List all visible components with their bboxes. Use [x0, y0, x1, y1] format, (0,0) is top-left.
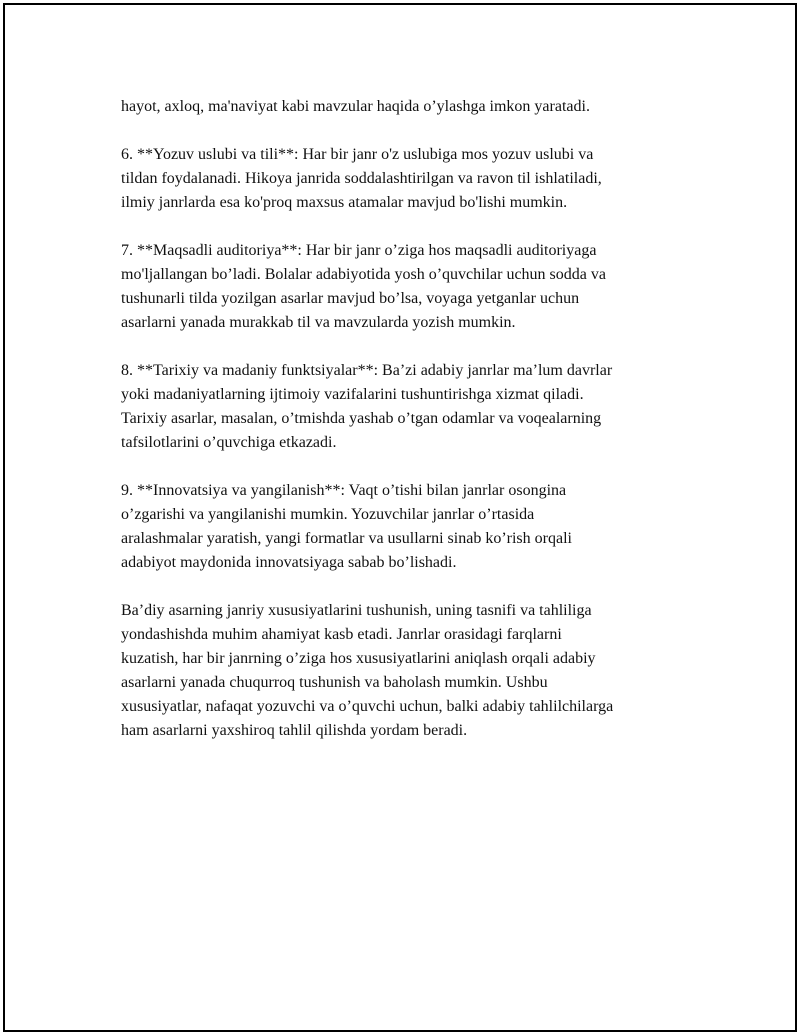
- text-line: aralashmalar yaratish, yangi formatlar va usullarni sinab ko’rish orqali: [121, 530, 572, 547]
- text-line: 8. **Tarixiy va madaniy funktsiyalar**: Ba’zi adabiy janrlar ma’lum davrlar: [121, 362, 613, 379]
- text-line: tafsilotlarini o’quvchiga etkazadi.: [121, 434, 337, 451]
- text-line: yondashishda muhim ahamiyat kasb etadi. Janrlar orasidagi farqlarni: [121, 626, 562, 643]
- text-line: 9. **Innovatsiya va yangilanish**: Vaqt o’tishi bilan janrlar osongina: [121, 482, 567, 499]
- text-line: o’zgarishi va yangilanishi mumkin. Yozuvchilar janrlar o’rtasida: [121, 506, 535, 523]
- document-page: [3, 3, 797, 1032]
- paragraph-continuation: [121, 95, 701, 119]
- text-line: yoki madaniyatlarning ijtimoiy vazifalarini tushuntirishga xizmat qiladi.: [121, 386, 584, 403]
- text-line: ham asarlarni yaxshiroq tahlil qilishda yordam beradi.: [121, 722, 468, 739]
- text-line: tildan foydalanadi. Hikoya janrida soddalashtirilgan va ravon til ishlatiladi,: [121, 170, 602, 187]
- paragraph-item-8: [121, 359, 701, 455]
- text-line: asarlarni yanada chuqurroq tushunish va baholash mumkin. Ushbu: [121, 674, 548, 691]
- text-line: kuzatish, har bir janrning o’ziga hos xususiyatlarini aniqlash orqali adabiy: [121, 650, 596, 667]
- text-line: Tarixiy asarlar, masalan, o’tmishda yashab o’tgan odamlar va voqealarning: [121, 410, 602, 427]
- document-body: [121, 95, 701, 767]
- paragraph-conclusion: [121, 599, 701, 743]
- paragraph-item-7: [121, 239, 701, 335]
- text-line: xususiyatlar, nafaqat yozuvchi va o’quvchi uchun, balki adabiy tahlilchilarga: [121, 698, 614, 715]
- text-line: hayot, axloq, ma'naviyat kabi mavzular haqida o’ylashga imkon yaratadi.: [121, 98, 590, 115]
- text-line: adabiyot maydonida innovatsiyaga sabab bo’lishadi.: [121, 554, 457, 571]
- text-line: ilmiy janrlarda esa ko'proq maxsus atamalar mavjud bo'lishi mumkin.: [121, 194, 568, 211]
- paragraph-item-9: [121, 479, 701, 575]
- text-line: tushunarli tilda yozilgan asarlar mavjud bo’lsa, voyaga yetganlar uchun: [121, 290, 580, 307]
- text-line: 7. **Maqsadli auditoriya**: Har bir janr o’ziga hos maqsadli auditoriyaga: [121, 242, 597, 259]
- text-line: asarlarni yanada murakkab til va mavzularda yozish mumkin.: [121, 314, 516, 331]
- text-line: Ba’diy asarning janriy xususiyatlarini tushunish, uning tasnifi va tahliliga: [121, 602, 592, 619]
- paragraph-item-6: [121, 143, 701, 215]
- text-line: mo'ljallangan bo’ladi. Bolalar adabiyotida yosh o’quvchilar uchun sodda va: [121, 266, 606, 283]
- text-line: 6. **Yozuv uslubi va tili**: Har bir janr o'z uslubiga mos yozuv uslubi va: [121, 146, 594, 163]
